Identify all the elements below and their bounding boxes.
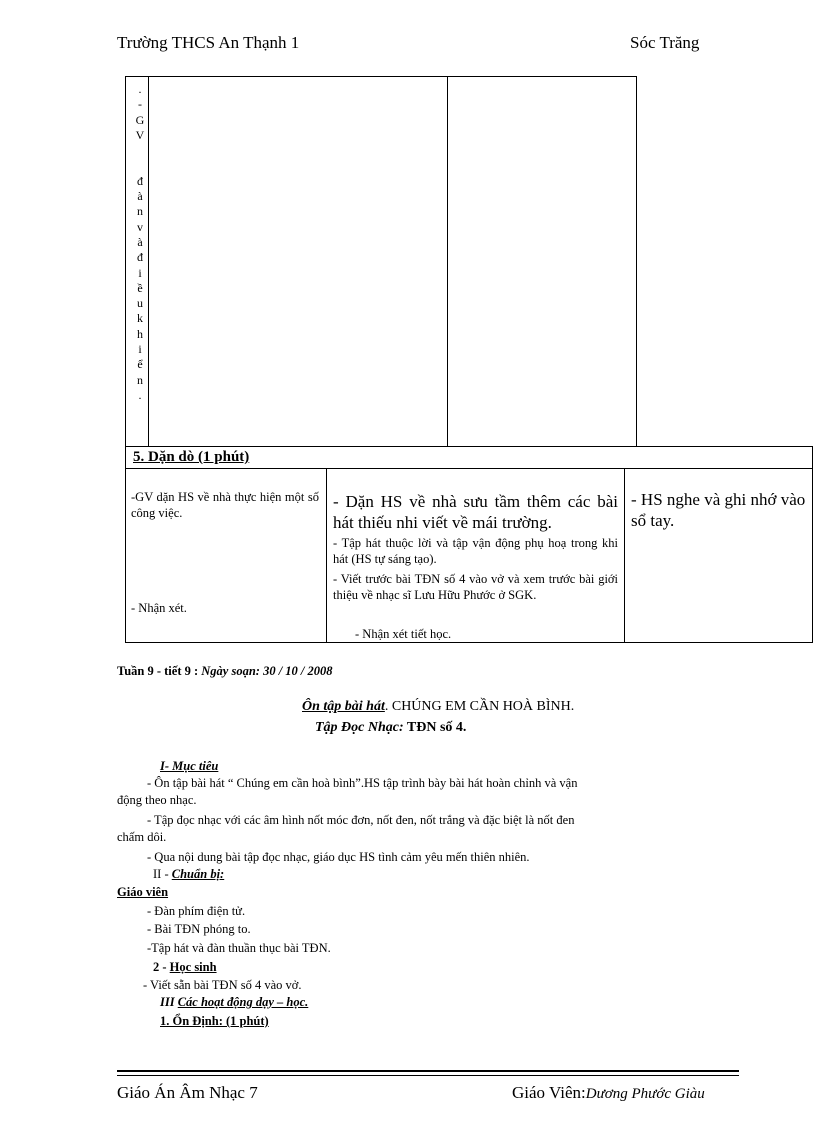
student-prefix: 2 - [153,960,170,974]
footer-teacher-label: Giáo Viên: [512,1083,586,1102]
vertical-letter: G [135,112,145,127]
objective-1a: - Ôn tập bài hát “ Chúng em cần hoà bình”.HS tập trình bày bài hát hoàn chỉnh và vận [147,776,578,790]
vertical-letter: đ [137,250,143,265]
title1-value: . CHÚNG EM CẦN HOÀ BÌNH. [384,699,575,714]
student-heading [153,960,217,975]
vertical-letter: n [137,372,143,387]
table1-col3 [447,76,637,447]
objective-2a: - Tập đọc nhạc với các âm hình nốt móc đơn, nốt đen, nốt trắng và đặc biệt là nốt đen [147,813,575,827]
objective-2b: chấm dôi. [117,830,167,844]
week-line [117,664,333,679]
date-label: Ngày soạn: 30 / 10 / 2008 [201,664,333,678]
vertical-letter: n [137,204,143,219]
vertical-letter: à [137,189,143,204]
student-item: - Viết sẵn bài TĐN số 4 vào vở. [143,978,302,992]
teacher-instruction: -GV dặn HS về nhà thực hiện một số công việc. [131,490,319,520]
homework-item-1: - Tập hát thuộc lời và tập vận động phụ hoạ trong khi hát (HS tự sáng tạo). [333,536,618,566]
teacher-item-2: - Bài TĐN phóng to. [147,922,251,936]
province-name: Sóc Trăng [630,33,700,52]
student-response: - HS nghe và ghi nhớ vào sổ tay. [631,490,806,530]
section-title: 5. Dặn dò (1 phút) [133,449,250,465]
homework-item-3: - Nhận xét tiết học. [355,627,452,641]
school-name: Trường THCS An Thạnh 1 [117,33,300,52]
teacher-item-3: -Tập hát và đàn thuần thục bài TĐN. [147,941,331,955]
act-title: Các hoạt động dạy – học. [177,995,309,1009]
vertical-teacher-note [133,82,147,403]
footer-rule-thin [117,1075,739,1076]
week-label: Tuần 9 - tiết 9 : [117,664,202,678]
teacher-item-1: - Đàn phím điện tử. [147,904,246,918]
footer-right [512,1083,705,1103]
prep-prefix: II - [153,867,172,881]
vertical-letter: u [137,296,143,311]
teacher-heading: Giáo viên [117,885,169,899]
teacher-comment: - Nhận xét. [131,601,187,615]
vertical-letter: . [138,82,142,96]
lesson-title-2 [315,720,466,736]
objective-1b: động theo nhạc. [117,793,197,807]
vertical-letter: - [138,97,142,112]
vertical-letter: v [137,219,143,234]
title2-label: Tập Đọc Nhạc: [315,720,404,735]
step-1: 1. Ổn Định: (1 phút) [160,1014,269,1028]
title2-value: TĐN số 4. [403,720,467,735]
table1-col2 [148,76,448,447]
act-prefix: III [160,995,178,1009]
footer-rule-thick [117,1070,739,1072]
vertical-letter: ề [137,280,143,295]
vertical-letter: i [138,265,142,280]
lesson-title-1 [302,699,574,715]
vertical-letter: . [138,387,142,402]
objective-3: - Qua nội dung bài tập đọc nhạc, giáo dục HS tình cảm yêu mến thiên nhiên. [147,850,530,864]
vertical-letter: à [137,234,143,249]
vertical-letter [133,143,147,158]
preparation-heading [153,867,224,882]
vertical-letter [133,158,147,173]
vertical-letter: ể [137,357,143,372]
student-title: Học sinh [169,960,217,974]
vertical-letter: V [135,127,145,142]
footer-course: Giáo Án Âm Nhạc 7 [117,1083,258,1102]
footer-left [117,1083,258,1103]
homework-headline: - Dặn HS về nhà sưu tầm thêm các bài hát thiếu nhi viết về mái trường. [333,492,618,532]
prep-title: Chuẩn bị: [171,867,225,881]
vertical-letter: h [137,326,143,341]
title1-label: Ôn tập bài hát [302,699,385,714]
vertical-letter: k [137,311,143,326]
homework-item-2: - Viết trước bài TĐN số 4 vào vở và xem trước bài giới thiệu về nhạc sĩ Lưu Hữu Phước ở SGK. [333,572,618,602]
vertical-letter: đ [137,173,143,188]
objectives-heading: I- Mục tiêu [160,759,219,773]
vertical-letter: i [138,342,142,357]
activities-heading [160,995,308,1010]
footer-teacher-name: Dương Phước Giàu [585,1086,705,1102]
